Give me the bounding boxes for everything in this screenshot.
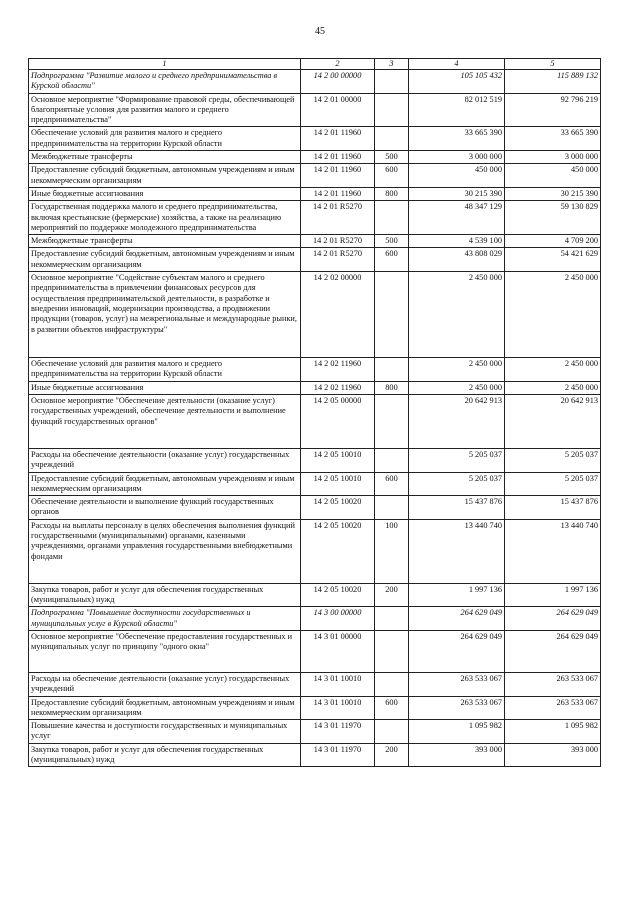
row-value-4: 450 000	[409, 164, 505, 188]
row-name: Предоставление субсидий бюджетным, автономным учреждениям и иным некоммерческим организациям	[29, 472, 301, 496]
row-value-5: 54 421 629	[505, 248, 601, 272]
row-type	[375, 448, 409, 472]
row-value-5: 1 997 136	[505, 583, 601, 607]
row-code: 14 2 01 R5270	[301, 201, 375, 235]
row-value-5: 33 665 390	[505, 127, 601, 151]
header-row	[29, 59, 601, 70]
row-type: 200	[375, 743, 409, 767]
row-code: 14 2 05 00000	[301, 394, 375, 448]
row-code: 14 2 05 10010	[301, 448, 375, 472]
row-name: Иные бюджетные ассигнования	[29, 381, 301, 394]
row-type	[375, 720, 409, 744]
table-row	[29, 235, 601, 248]
row-value-5: 115 889 132	[505, 70, 601, 94]
row-value-4: 2 450 000	[409, 358, 505, 382]
row-value-5: 3 000 000	[505, 151, 601, 164]
row-value-4: 5 205 037	[409, 472, 505, 496]
row-type	[375, 272, 409, 358]
row-type	[375, 70, 409, 94]
row-name: Расходы на обеспечение деятельности (оказание услуг) государственных учреждений	[29, 672, 301, 696]
row-value-5: 59 130 829	[505, 201, 601, 235]
row-type: 600	[375, 472, 409, 496]
table-row	[29, 70, 601, 94]
row-code: 14 2 02 11960	[301, 358, 375, 382]
table-row	[29, 151, 601, 164]
row-type: 200	[375, 583, 409, 607]
row-type: 100	[375, 519, 409, 583]
row-value-4: 105 105 432	[409, 70, 505, 94]
row-value-4: 393 000	[409, 743, 505, 767]
table-row	[29, 272, 601, 358]
row-value-4: 4 539 100	[409, 235, 505, 248]
row-value-5: 30 215 390	[505, 187, 601, 200]
row-name: Повышение качества и доступности государственных и муниципальных услуг	[29, 720, 301, 744]
row-name: Обеспечение деятельности и выполнение функций государственных органов	[29, 496, 301, 520]
row-value-5: 264 629 049	[505, 630, 601, 672]
row-code: 14 2 01 11960	[301, 164, 375, 188]
row-value-4: 43 808 029	[409, 248, 505, 272]
row-value-4: 264 629 049	[409, 607, 505, 631]
row-type	[375, 358, 409, 382]
table-row	[29, 743, 601, 767]
row-type: 800	[375, 381, 409, 394]
row-name: Предоставление субсидий бюджетным, автономным учреждениям и иным некоммерческим организациям	[29, 696, 301, 720]
row-code: 14 2 01 R5270	[301, 248, 375, 272]
row-name: Межбюджетные трансферты	[29, 151, 301, 164]
row-value-5: 5 205 037	[505, 472, 601, 496]
row-value-4: 20 642 913	[409, 394, 505, 448]
row-type	[375, 496, 409, 520]
row-type: 500	[375, 235, 409, 248]
row-name: Основное мероприятие "Обеспечение деятельности (оказание услуг) государственных учреждений, обеспечение деятельности и выполнение функций государственных органов"	[29, 394, 301, 448]
row-name: Обеспечение условий для развития малого и среднего предпринимательства на территории Курской области	[29, 127, 301, 151]
table-row	[29, 496, 601, 520]
table-row	[29, 394, 601, 448]
row-code: 14 3 01 11970	[301, 743, 375, 767]
row-code: 14 2 01 R5270	[301, 235, 375, 248]
row-code: 14 3 01 10010	[301, 672, 375, 696]
row-value-4: 1 095 982	[409, 720, 505, 744]
table-row	[29, 672, 601, 696]
row-code: 14 2 02 11960	[301, 381, 375, 394]
row-value-5: 13 440 740	[505, 519, 601, 583]
table-row	[29, 127, 601, 151]
row-type	[375, 630, 409, 672]
row-name: Предоставление субсидий бюджетным, автономным учреждениям и иным некоммерческим организациям	[29, 164, 301, 188]
table-row	[29, 248, 601, 272]
row-code: 14 3 01 11970	[301, 720, 375, 744]
row-type: 500	[375, 151, 409, 164]
header-col-2: 2	[301, 59, 375, 70]
header-col-3: 3	[375, 59, 409, 70]
row-type: 600	[375, 248, 409, 272]
page-number: 45	[315, 26, 325, 37]
row-code: 14 3 01 10010	[301, 696, 375, 720]
row-name: Межбюджетные трансферты	[29, 235, 301, 248]
row-type	[375, 607, 409, 631]
row-value-4: 13 440 740	[409, 519, 505, 583]
row-type	[375, 93, 409, 127]
header-col-4: 4	[409, 59, 505, 70]
row-value-4: 1 997 136	[409, 583, 505, 607]
row-type	[375, 394, 409, 448]
row-name: Основное мероприятие "Содействие субъектам малого и среднего предпринимательства в привлечении финансовых ресурсов для осуществления предпринимательской деятельности, в разработке и внедрении инноваций, модернизации производства, а продвижении продукции (товаров, услуг) на межрегиональные и международные рынки, в развитии объектов инфраструктуры"	[29, 272, 301, 358]
row-value-4: 263 533 067	[409, 672, 505, 696]
row-value-5: 264 629 049	[505, 607, 601, 631]
row-value-4: 48 347 129	[409, 201, 505, 235]
row-value-4: 2 450 000	[409, 381, 505, 394]
row-code: 14 2 02 00000	[301, 272, 375, 358]
row-value-5: 2 450 000	[505, 358, 601, 382]
row-name: Расходы на обеспечение деятельности (оказание услуг) государственных учреждений	[29, 448, 301, 472]
table-row	[29, 448, 601, 472]
row-type: 600	[375, 164, 409, 188]
table-row	[29, 630, 601, 672]
row-type	[375, 672, 409, 696]
row-value-5: 1 095 982	[505, 720, 601, 744]
table-row	[29, 358, 601, 382]
row-value-4: 2 450 000	[409, 272, 505, 358]
row-name: Иные бюджетные ассигнования	[29, 187, 301, 200]
row-code: 14 2 01 00000	[301, 93, 375, 127]
row-value-5: 20 642 913	[505, 394, 601, 448]
row-code: 14 2 05 10020	[301, 519, 375, 583]
row-name: Подпрограмма "Повышение доступности государственных и муниципальных услуг в Курской области"	[29, 607, 301, 631]
budget-table	[28, 58, 601, 767]
row-code: 14 3 01 00000	[301, 630, 375, 672]
row-type	[375, 127, 409, 151]
row-name: Основное мероприятие "Обеспечение предоставления государственных и муниципальных услуг по принципу "одного окна"	[29, 630, 301, 672]
row-value-5: 263 533 067	[505, 672, 601, 696]
row-name: Закупка товаров, работ и услуг для обеспечения государственных (муниципальных) нужд	[29, 583, 301, 607]
row-name: Расходы на выплаты персоналу в целях обеспечения выполнения функций государственными (муниципальными) органами, казенными учреждениями, органами управления государственными внебюджетными фондами	[29, 519, 301, 583]
row-type: 600	[375, 696, 409, 720]
row-value-5: 5 205 037	[505, 448, 601, 472]
table-row	[29, 93, 601, 127]
table-row	[29, 519, 601, 583]
row-value-5: 2 450 000	[505, 272, 601, 358]
row-name: Подпрограмма "Развитие малого и среднего предпринимательства в Курской области"	[29, 70, 301, 94]
table-row	[29, 720, 601, 744]
row-value-5: 2 450 000	[505, 381, 601, 394]
row-name: Основное мероприятие "Формирование правовой среды, обеспечивающей благоприятные условия для развития малого и среднего предпринимательства"	[29, 93, 301, 127]
table-row	[29, 187, 601, 200]
row-value-5: 92 796 219	[505, 93, 601, 127]
header-col-1: 1	[29, 59, 301, 70]
row-value-4: 3 000 000	[409, 151, 505, 164]
table-row	[29, 201, 601, 235]
row-value-4: 5 205 037	[409, 448, 505, 472]
row-type: 800	[375, 187, 409, 200]
row-code: 14 3 00 00000	[301, 607, 375, 631]
row-type	[375, 201, 409, 235]
row-code: 14 2 05 10010	[301, 472, 375, 496]
row-value-5: 15 437 876	[505, 496, 601, 520]
table-row	[29, 583, 601, 607]
row-value-4: 33 665 390	[409, 127, 505, 151]
row-value-5: 263 533 067	[505, 696, 601, 720]
row-value-4: 264 629 049	[409, 630, 505, 672]
row-name: Обеспечение условий для развития малого и среднего предпринимательства на территории Курской области	[29, 358, 301, 382]
row-code: 14 2 01 11960	[301, 151, 375, 164]
table-row	[29, 472, 601, 496]
table-row	[29, 696, 601, 720]
row-value-4: 82 012 519	[409, 93, 505, 127]
table-row	[29, 164, 601, 188]
row-name: Государственная поддержка малого и среднего предпринимательства, включая крестьянские (фермерские) хозяйства, а также на реализацию мероприятий по поддержке молодежного предпринимательства	[29, 201, 301, 235]
row-code: 14 2 01 11960	[301, 187, 375, 200]
row-code: 14 2 00 00000	[301, 70, 375, 94]
header-col-5: 5	[505, 59, 601, 70]
row-value-4: 30 215 390	[409, 187, 505, 200]
row-code: 14 2 05 10020	[301, 496, 375, 520]
row-value-5: 450 000	[505, 164, 601, 188]
row-value-4: 263 533 067	[409, 696, 505, 720]
row-code: 14 2 01 11960	[301, 127, 375, 151]
row-value-5: 4 709 200	[505, 235, 601, 248]
row-code: 14 2 05 10020	[301, 583, 375, 607]
row-name: Предоставление субсидий бюджетным, автономным учреждениям и иным некоммерческим организациям	[29, 248, 301, 272]
row-value-5: 393 000	[505, 743, 601, 767]
row-value-4: 15 437 876	[409, 496, 505, 520]
row-name: Закупка товаров, работ и услуг для обеспечения государственных (муниципальных) нужд	[29, 743, 301, 767]
table-row	[29, 381, 601, 394]
table-row	[29, 607, 601, 631]
